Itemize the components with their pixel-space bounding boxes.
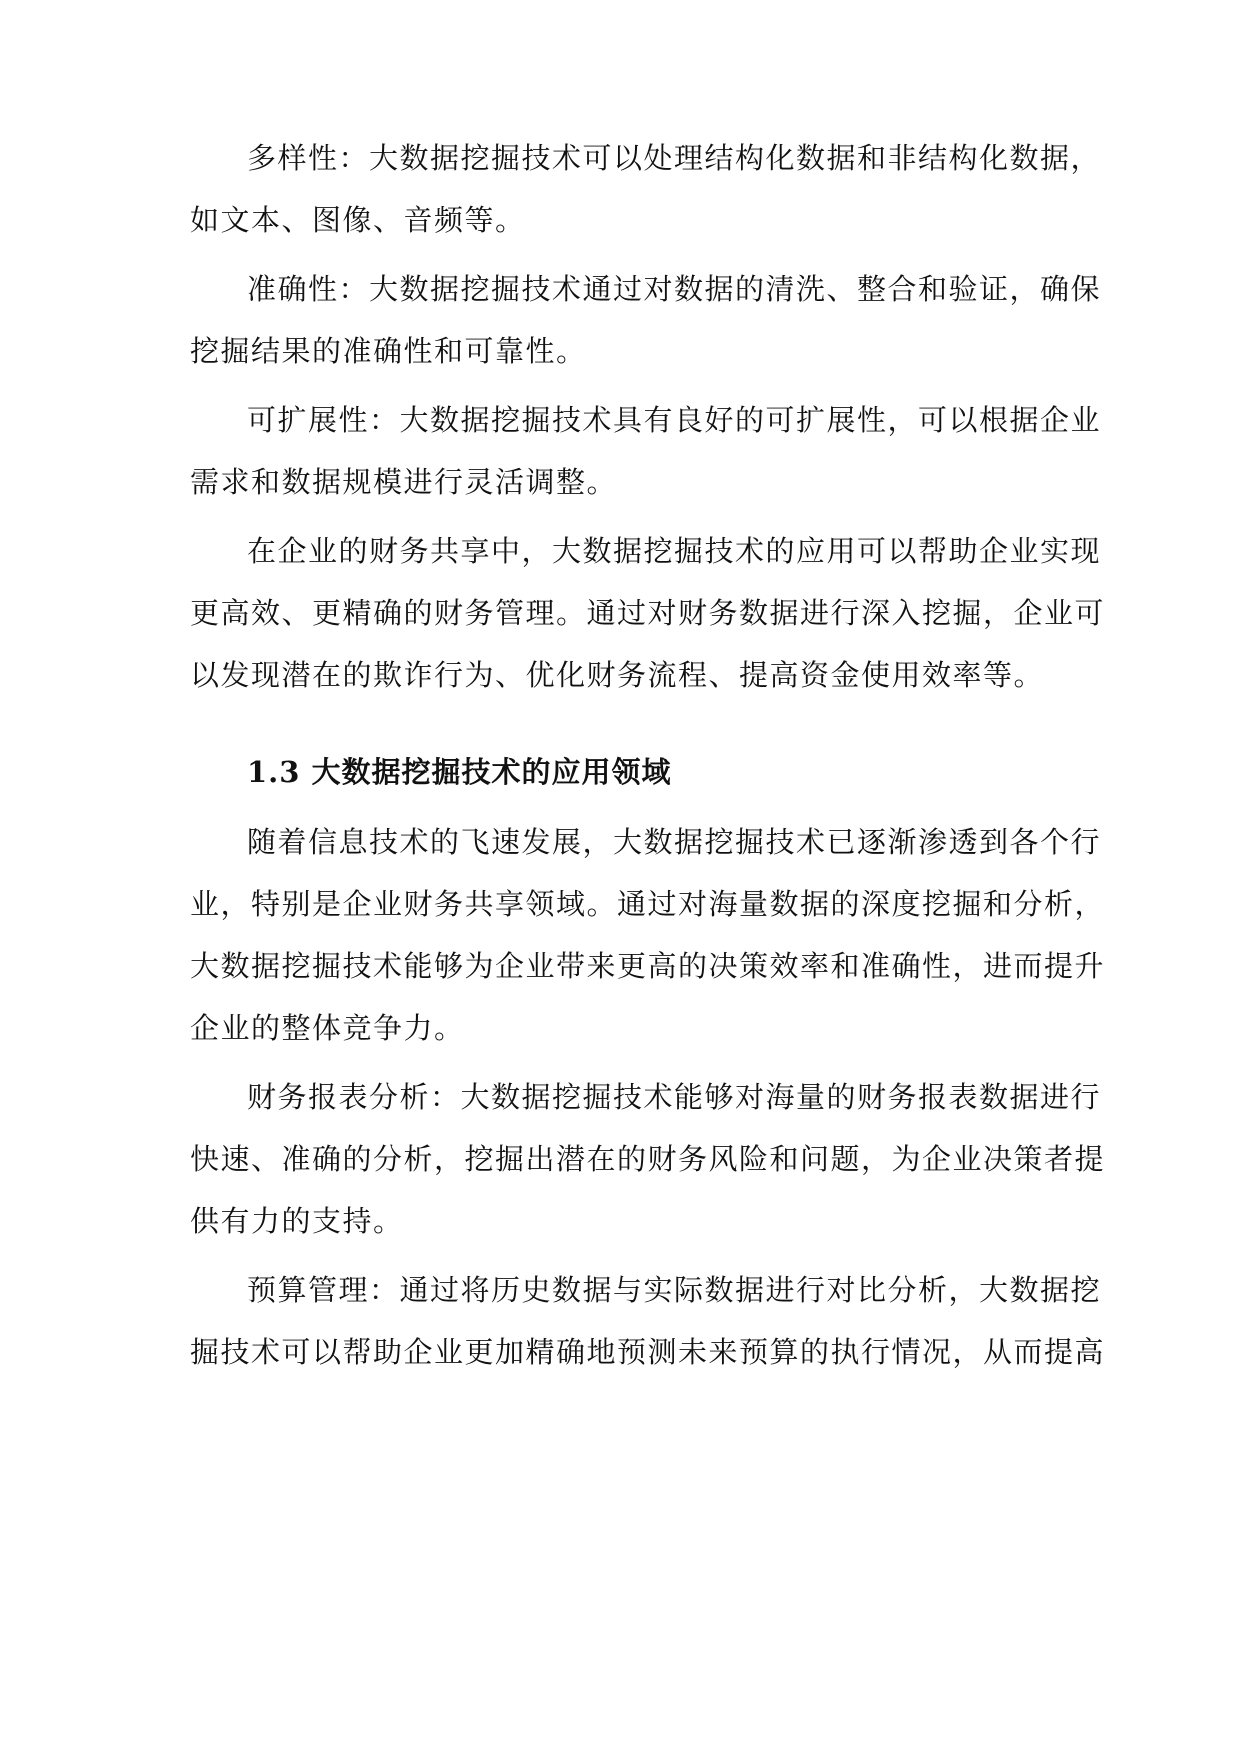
paragraph-line: 掘技术可以帮助企业更加精确地预测未来预算的执行情况，从而提高 (190, 1335, 1106, 1369)
paragraph-line: 准确性：大数据挖掘技术通过对数据的清洗、整合和验证，确保 (247, 272, 1102, 306)
paragraph-line: 挖掘结果的准确性和可靠性。 (190, 334, 587, 368)
section-heading: 1.3 大数据挖掘技术的应用领域 (247, 755, 672, 789)
paragraph-line: 多样性：大数据挖掘技术可以处理结构化数据和非结构化数据， (247, 141, 1102, 175)
paragraph-line: 快速、准确的分析，挖掘出潜在的财务风险和问题，为企业决策者提 (190, 1142, 1106, 1176)
paragraph-line: 企业的整体竞争力。 (190, 1011, 465, 1045)
paragraph-line: 在企业的财务共享中，大数据挖掘技术的应用可以帮助企业实现 (247, 534, 1102, 568)
paragraph-line: 以发现潜在的欺诈行为、优化财务流程、提高资金使用效率等。 (190, 658, 1045, 692)
paragraph-line: 财务报表分析：大数据挖掘技术能够对海量的财务报表数据进行 (247, 1080, 1102, 1114)
paragraph-line: 大数据挖掘技术能够为企业带来更高的决策效率和准确性，进而提升 (190, 949, 1106, 983)
paragraph-line: 如文本、图像、音频等。 (190, 203, 526, 237)
paragraph-line: 预算管理：通过将历史数据与实际数据进行对比分析，大数据挖 (247, 1273, 1102, 1307)
paragraph-line: 供有力的支持。 (190, 1204, 404, 1238)
paragraph-line: 随着信息技术的飞速发展，大数据挖掘技术已逐渐渗透到各个行 (247, 825, 1102, 859)
paragraph-line: 需求和数据规模进行灵活调整。 (190, 465, 618, 499)
paragraph-line: 业，特别是企业财务共享领域。通过对海量数据的深度挖掘和分析， (190, 887, 1106, 921)
paragraph-line: 更高效、更精确的财务管理。通过对财务数据进行深入挖掘，企业可 (190, 596, 1106, 630)
paragraph-line: 可扩展性：大数据挖掘技术具有良好的可扩展性，可以根据企业 (247, 403, 1102, 437)
